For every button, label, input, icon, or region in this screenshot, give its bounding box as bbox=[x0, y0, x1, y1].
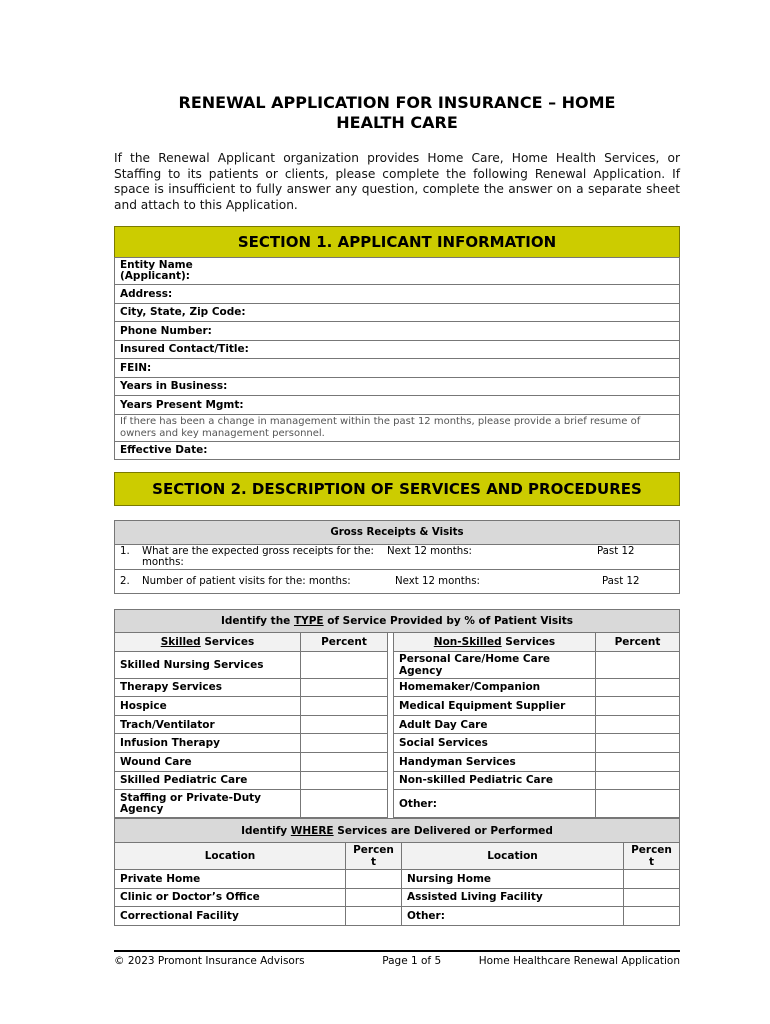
nonskilled-percent-input[interactable] bbox=[596, 697, 680, 716]
phone-field[interactable]: Phone Number: bbox=[115, 322, 680, 341]
percent-col: Percent bbox=[301, 633, 388, 652]
location-label: Assisted Living Facility bbox=[402, 888, 624, 907]
header-key: TYPE bbox=[293, 615, 324, 627]
skilled-service-label: Wound Care bbox=[115, 752, 301, 771]
nonskilled-percent-input[interactable] bbox=[596, 715, 680, 734]
nonskilled-services-col bbox=[394, 633, 596, 652]
service-type-header bbox=[115, 610, 680, 633]
nonskilled-percent-input[interactable] bbox=[596, 790, 680, 818]
location-percent-input[interactable] bbox=[624, 888, 680, 907]
table-row bbox=[115, 790, 680, 818]
page-footer bbox=[114, 950, 680, 967]
location-percent-input[interactable] bbox=[624, 870, 680, 889]
title-line-2: HEALTH CARE bbox=[336, 113, 458, 132]
entity-name-label-1: Entity Name bbox=[120, 259, 193, 271]
percent-col: Percent bbox=[624, 843, 680, 870]
location-label: Other: bbox=[402, 907, 624, 926]
percent-col: Percent bbox=[346, 843, 402, 870]
location-percent-input[interactable] bbox=[624, 907, 680, 926]
insured-contact-field[interactable]: Insured Contact/Title: bbox=[115, 340, 680, 359]
nonskilled-service-label: Homemaker/Companion bbox=[394, 678, 596, 697]
skilled-percent-input[interactable] bbox=[301, 697, 388, 716]
service-location-table bbox=[114, 818, 680, 926]
next-12-months-label: Next 12 months: bbox=[395, 576, 480, 587]
footer-copyright: © 2023 Promont Insurance Advisors bbox=[114, 955, 305, 967]
table-row bbox=[115, 870, 680, 889]
past-12-label: Past 12 bbox=[597, 546, 635, 557]
table-row bbox=[115, 678, 680, 697]
table-row bbox=[115, 888, 680, 907]
table-row bbox=[115, 697, 680, 716]
location-percent-input[interactable] bbox=[346, 907, 402, 926]
nonskilled-service-label: Handyman Services bbox=[394, 752, 596, 771]
header-text: Services are Delivered or Performed bbox=[333, 824, 553, 837]
gross-receipts-question[interactable] bbox=[115, 545, 680, 570]
nonskilled-service-label: Personal Care/Home Care Agency bbox=[394, 651, 596, 678]
location-label: Private Home bbox=[115, 870, 346, 889]
question-number: 1. bbox=[120, 546, 130, 557]
nonskilled-percent-input[interactable] bbox=[596, 651, 680, 678]
skilled-service-label: Skilled Pediatric Care bbox=[115, 771, 301, 790]
nonskilled-percent-input[interactable] bbox=[596, 678, 680, 697]
question-text: What are the expected gross receipts for the: months: bbox=[142, 546, 374, 568]
skilled-percent-input[interactable] bbox=[301, 790, 388, 818]
skilled-percent-input[interactable] bbox=[301, 734, 388, 753]
question-text: Number of patient visits for the: months: bbox=[142, 576, 351, 587]
service-type-table bbox=[114, 609, 680, 818]
applicant-info-table bbox=[114, 257, 680, 460]
skilled-percent-input[interactable] bbox=[301, 678, 388, 697]
years-in-business-field[interactable]: Years in Business: bbox=[115, 377, 680, 396]
location-percent-input[interactable] bbox=[346, 888, 402, 907]
col-key: Non-Skilled bbox=[433, 635, 502, 648]
location-col: Location bbox=[402, 843, 624, 870]
patient-visits-question[interactable] bbox=[115, 570, 680, 594]
nonskilled-service-label: Adult Day Care bbox=[394, 715, 596, 734]
percent-col: Percent bbox=[596, 633, 680, 652]
next-12-months-label: Next 12 months: bbox=[387, 546, 472, 557]
intro-paragraph: If the Renewal Applicant organization provides Home Care, Home Health Services, or Staffing to its patients or clients, please complete the following Renewal Application. If space is insufficient to fully answer any question, complete the answer on a separate sheet and attach to this Application. bbox=[114, 151, 680, 212]
question-number: 2. bbox=[120, 576, 130, 587]
skilled-service-label: Therapy Services bbox=[115, 678, 301, 697]
nonskilled-percent-input[interactable] bbox=[596, 771, 680, 790]
location-percent-input[interactable] bbox=[346, 870, 402, 889]
skilled-services-col bbox=[115, 633, 301, 652]
title-line-1: RENEWAL APPLICATION FOR INSURANCE – HOME bbox=[178, 93, 616, 112]
location-col: Location bbox=[115, 843, 346, 870]
nonskilled-percent-input[interactable] bbox=[596, 734, 680, 753]
nonskilled-service-label: Other: bbox=[394, 790, 596, 818]
skilled-service-label: Hospice bbox=[115, 697, 301, 716]
effective-date-field[interactable]: Effective Date: bbox=[115, 441, 680, 460]
col-key: Skilled bbox=[160, 635, 201, 648]
skilled-percent-input[interactable] bbox=[301, 715, 388, 734]
location-label: Nursing Home bbox=[402, 870, 624, 889]
skilled-service-label: Trach/Ventilator bbox=[115, 715, 301, 734]
location-label: Clinic or Doctor’s Office bbox=[115, 888, 346, 907]
skilled-service-label: Infusion Therapy bbox=[115, 734, 301, 753]
skilled-percent-input[interactable] bbox=[301, 752, 388, 771]
page-title bbox=[114, 93, 680, 133]
nonskilled-service-label: Medical Equipment Supplier bbox=[394, 697, 596, 716]
section-2-header: SECTION 2. DESCRIPTION OF SERVICES AND PROCEDURES bbox=[114, 472, 680, 506]
table-row bbox=[115, 715, 680, 734]
table-row bbox=[115, 734, 680, 753]
management-change-note: If there has been a change in management within the past 12 months, please provide a brief resume of owners and key management personnel. bbox=[115, 414, 680, 441]
col-text: Services bbox=[501, 635, 556, 648]
header-text: of Service Provided by % of Patient Visits bbox=[323, 615, 574, 627]
table-row bbox=[115, 771, 680, 790]
table-row bbox=[115, 907, 680, 926]
skilled-service-label: Skilled Nursing Services bbox=[115, 651, 301, 678]
nonskilled-service-label: Social Services bbox=[394, 734, 596, 753]
header-text: Identify bbox=[241, 824, 291, 837]
past-12-label: Past 12 bbox=[602, 576, 640, 587]
skilled-percent-input[interactable] bbox=[301, 651, 388, 678]
header-key: WHERE bbox=[290, 824, 334, 837]
header-text: Identify the bbox=[220, 615, 294, 627]
nonskilled-percent-input[interactable] bbox=[596, 752, 680, 771]
skilled-service-label: Staffing or Private-Duty Agency bbox=[115, 790, 301, 818]
gross-receipts-table bbox=[114, 520, 680, 594]
skilled-percent-input[interactable] bbox=[301, 771, 388, 790]
address-field[interactable]: Address: bbox=[115, 285, 680, 304]
gross-receipts-header: Gross Receipts & Visits bbox=[115, 521, 680, 545]
table-row bbox=[115, 651, 680, 678]
col-text: Services bbox=[200, 635, 255, 648]
section-1-header: SECTION 1. APPLICANT INFORMATION bbox=[114, 226, 680, 258]
footer-page-number: Page 1 of 5 bbox=[382, 955, 442, 967]
location-label: Correctional Facility bbox=[115, 907, 346, 926]
table-row bbox=[115, 752, 680, 771]
years-present-mgmt-field[interactable]: Years Present Mgmt: bbox=[115, 396, 680, 415]
fein-field[interactable]: FEIN: bbox=[115, 359, 680, 378]
footer-document-name: Home Healthcare Renewal Application bbox=[478, 955, 680, 967]
city-state-zip-field[interactable]: City, State, Zip Code: bbox=[115, 303, 680, 322]
entity-name-field[interactable] bbox=[115, 258, 680, 285]
entity-name-label-2: (Applicant): bbox=[120, 270, 190, 282]
nonskilled-service-label: Non-skilled Pediatric Care bbox=[394, 771, 596, 790]
service-location-header bbox=[115, 819, 680, 843]
